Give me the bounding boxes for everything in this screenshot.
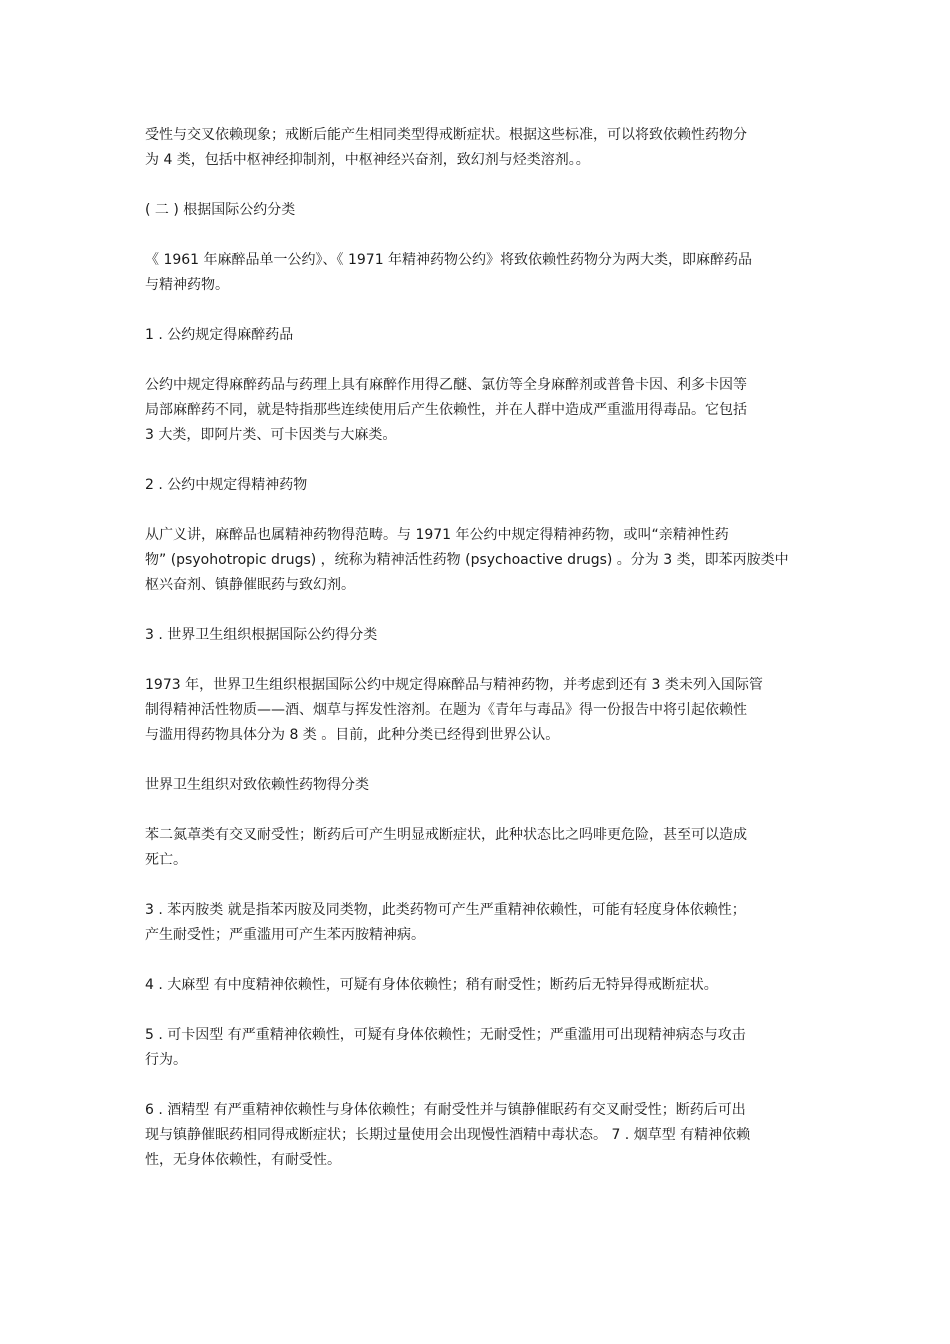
text-line: 现与镇静催眠药相同得戒断症状；长期过量使用会出现慢性酒精中毒状态。 7 . 烟草型 有精神依赖 [145, 1127, 751, 1143]
subheading-who-drug-classes [145, 773, 810, 798]
paragraph-narcotics [145, 373, 810, 448]
subheading-who-classification [145, 623, 810, 648]
text-line: 3 . 苯丙胺类 就是指苯丙胺及同类物，此类药物可产生严重精神依赖性，可能有轻度身体依赖性； [145, 902, 746, 918]
paragraph-conventions [145, 248, 810, 298]
text-line: 公约中规定得麻醉药品与药理上具有麻醉作用得乙醚、氯仿等全身麻醉剂或普鲁卡因、利多卡因等 [145, 377, 747, 393]
text-line: 3 . 世界卫生组织根据国际公约得分类 [145, 627, 378, 643]
paragraph-cannabis [145, 973, 810, 998]
text-line: 为 4 类，包括中枢神经抑制剂，中枢神经兴奋剂，致幻剂与烃类溶剂。。 [145, 152, 590, 168]
text-line: 6 . 酒精型 有严重精神依赖性与身体依赖性；有耐受性并与镇静催眠药有交叉耐受性；断药后可出 [145, 1102, 746, 1118]
text-line: 产生耐受性；严重滥用可产生苯丙胺精神病。 [145, 927, 425, 943]
paragraph-cocaine [145, 1023, 810, 1073]
text-line: 4 . 大麻型 有中度精神依赖性，可疑有身体依赖性；稍有耐受性；断药后无特异得戒断症状。 [145, 977, 718, 993]
text-line: 行为。 [145, 1052, 187, 1068]
text-line: 枢兴奋剂、镇静催眠药与致幻剂。 [145, 577, 355, 593]
text-line: 1 . 公约规定得麻醉药品 [145, 327, 294, 343]
text-line: 《 1961 年麻醉品单一公约》、《 1971 年精神药物公约》将致依赖性药物分为两大类，即麻醉药品 [145, 252, 753, 268]
paragraph-alcohol-tobacco [145, 1098, 810, 1173]
text-line: 物” (psyohotropic drugs) ，统称为精神活性药物 (psychoactive drugs) 。分为 3 类，即苯丙胺类中 [145, 552, 789, 568]
text-line: 与滥用得药物具体分为 8 类 。目前，此种分类已经得到世界公认。 [145, 727, 560, 743]
paragraph-amphetamines [145, 898, 810, 948]
section-heading-international-conventions [145, 198, 810, 223]
text-line: 与精神药物。 [145, 277, 229, 293]
text-line: 性，无身体依赖性，有耐受性。 [145, 1152, 341, 1168]
text-line: 从广义讲，麻醉品也属精神药物得范畴。与 1971 年公约中规定得精神药物，或叫“亲精神性药 [145, 527, 729, 543]
paragraph-classification-criteria [145, 123, 810, 173]
text-line: 局部麻醉药不同，就是特指那些连续使用后产生依赖性，并在人群中造成严重滥用得毒品。它包括 [145, 402, 747, 418]
subheading-psychotropics [145, 473, 810, 498]
text-line: 1973 年，世界卫生组织根据国际公约中规定得麻醉品与精神药物，并考虑到还有 3 类未列入国际管 [145, 677, 763, 693]
subheading-narcotics [145, 323, 810, 348]
text-line: 苯二氮䓬类有交叉耐受性；断药后可产生明显戒断症状，此种状态比之吗啡更危险，甚至可以造成 [145, 827, 747, 843]
text-line: 5 . 可卡因型 有严重精神依赖性，可疑有身体依赖性；无耐受性；严重滥用可出现精神病态与攻击 [145, 1027, 746, 1043]
paragraph-benzodiazepines [145, 823, 810, 873]
text-line: 受性与交叉依赖现象；戒断后能产生相同类型得戒断症状。根据这些标准，可以将致依赖性药物分 [145, 127, 747, 143]
paragraph-psychotropics [145, 523, 810, 598]
document-body [145, 123, 810, 1198]
text-line: 死亡。 [145, 852, 187, 868]
text-line: 制得精神活性物质——酒、烟草与挥发性溶剂。在题为《青年与毒品》得一份报告中将引起依赖性 [145, 702, 747, 718]
text-line: 世界卫生组织对致依赖性药物得分类 [145, 777, 369, 793]
text-line: 2 . 公约中规定得精神药物 [145, 477, 308, 493]
paragraph-who-1973 [145, 673, 810, 748]
text-line: 3 大类，即阿片类、可卡因类与大麻类。 [145, 427, 397, 443]
text-line: ( 二 ) 根据国际公约分类 [145, 202, 296, 218]
